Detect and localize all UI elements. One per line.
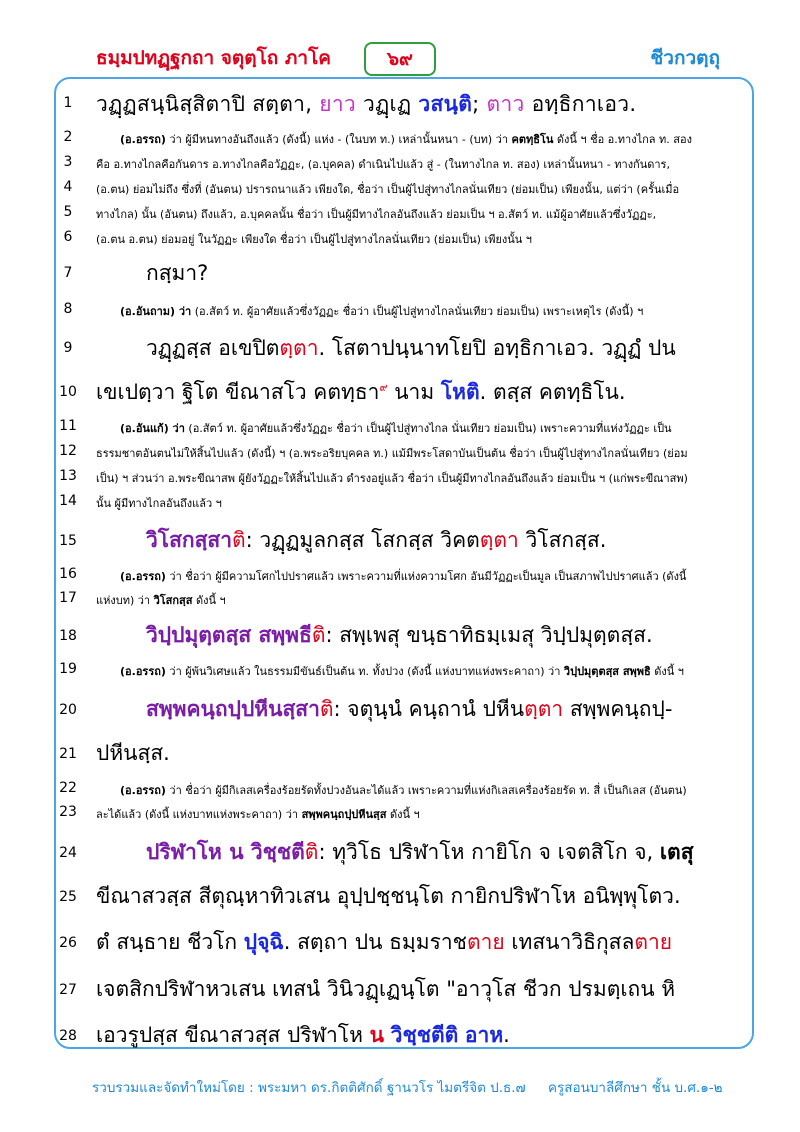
- line-number: 7: [63, 265, 73, 281]
- commentary-line-3: คือ อ.ทางไกลคือกันดาร อ.ทางไกลคือวัฏฏะ, (อ.บุคคล) ดำเนินไปแล้ว สู่ - (ในทางไกล ท. สอง) เหล่านั้นหนา - ทางกันดาร,: [96, 158, 670, 171]
- line-number: 17: [59, 590, 77, 606]
- line-number: 21: [59, 746, 77, 762]
- line-number: 4: [63, 179, 73, 195]
- line-number: 10: [59, 384, 77, 400]
- line-number: 20: [59, 702, 77, 718]
- pali-line-10: เขเปตฺวา ฐิโต ขีณาสโว คตทฺธา$^๙$ นาม โหติ. ตสฺส คตทฺธิโน.: [96, 380, 626, 404]
- pali-line-21: ปหีนสฺส.: [96, 741, 170, 765]
- section-title: ชีวกวตฺถุ: [650, 47, 720, 69]
- commentary-line-14: นั้น ผู้มีทางไกลอันถึงแล้ว ฯ: [96, 497, 222, 510]
- line-number: 16: [59, 566, 77, 582]
- pali-line-7: กสฺมา?: [146, 261, 209, 285]
- line-number: 25: [59, 889, 77, 905]
- pali-line-26: ตํ สนฺธาย ชีวโก ปุจฺฉิ. สตฺถา ปน ธมฺมราชตาย เทสนาวิธิกุสลตาย: [96, 930, 673, 954]
- pali-line-24: ปริฬาโห น วิชฺชตีติ: ทุวิโธ ปริฬาโห กายิโก จ เจตสิโก จ, เตสุ: [146, 840, 694, 864]
- line-number: 19: [59, 661, 77, 677]
- line-number: 2: [63, 129, 73, 145]
- commentary-line-2: (อ.อรรถ) ว่า ผู้มีหนทางอันถึงแล้ว (ดังนี้) แห่ง - (ในบท ท.) เหล่านั้นหนา - (บท) ว่า คตทฺธิโน ดังนี้ ฯ ชื่อ อ.ทางไกล ท. สอง: [120, 133, 692, 146]
- pali-line-18: วิปฺปมุตฺตสฺส สพฺพธีติ: สพฺเพสุ ขนฺธาทิธมฺเมสุ วิปฺปมุตฺตสฺส.: [146, 623, 653, 647]
- line-number: 28: [59, 1028, 77, 1044]
- line-number: 18: [59, 628, 77, 644]
- commentary-line-22: (อ.อรรถ) ว่า ชื่อว่า ผู้มีกิเลสเครื่องร้อยรัดทั้งปวงอันละได้แล้ว เพราะความที่แห่งกิเลสเครื่องร้อยรัด ท. สี่ เป็นกิเลส (อันตน): [120, 784, 687, 797]
- line-number: 27: [59, 982, 77, 998]
- commentary-line-23: ละได้แล้ว (ดังนี้ แห่งบาทแห่งพระคาถา) ว่า สพฺพคนฺถปฺปหีนสฺส ดังนี้ ฯ: [96, 808, 420, 821]
- page-number-badge: ๖๙: [364, 42, 436, 76]
- line-number: 22: [59, 780, 77, 796]
- line-number: 24: [59, 845, 77, 861]
- commentary-line-17: แห่งบท) ว่า วิโสกสฺส ดังนี้ ฯ: [96, 594, 226, 607]
- commentary-line-6: (อ.ตน อ.ตน) ย่อมอยู่ ในวัฏฏะ เพียงใด ชื่อว่า เป็นผู้ไปสู่ทางไกลนั่นเทียว (ย่อมเป็น) เพียงนั้น ฯ: [96, 233, 532, 246]
- pali-line-9: วฏฺฏสฺส อเขปิตตฺตา. โสตาปนฺนาทโยปิ อทฺธิกาเอว. วฏฺฏํ ปน: [146, 336, 676, 360]
- commentary-line-13: เป็น) ฯ ส่วนว่า อ.พระขีณาสพ ผู้ยังวัฏฏะให้สิ้นไปแล้ว ดำรงอยู่แล้ว ชื่อว่า เป็นผู้มีทางไกลอันถึงแล้ว ย่อมเป็น ฯ (แก่พระขีณาสพ): [96, 472, 688, 485]
- footer-teacher: ครูสอนบาลีศึกษา ชั้น บ.ศ.๑-๒: [548, 1080, 723, 1096]
- line-number: 23: [59, 804, 77, 820]
- commentary-line-4: (อ.ตน) ย่อมไม่ถึง ซึ่งที่ (อันตน) ปรารถนาแล้ว เพียงใด, ชื่อว่า เป็นผู้ไปสู่ทางไกลนั่นเทียว (ย่อมเป็น) เพียงนั้น, แต่ว่า (ครั้นเมื่อ: [96, 183, 680, 196]
- commentary-line-16: (อ.อรรถ) ว่า ชื่อว่า ผู้มีความโศกไปปราศแล้ว เพราะความที่แห่งความโศก อันมีวัฏฏะเป็นมูล เป็นสภาพไปปราศแล้ว (ดังนี้: [120, 570, 687, 583]
- footer-compiler: รวบรวมและจัดทำใหม่โดย : พระมหา ดร.กิตติศักดิ์ ฐานวโร ไมตรีจิต ป.ธ.๗: [92, 1080, 526, 1096]
- line-number: 9: [63, 340, 73, 356]
- pali-line-28: เอวรูปสฺส ขีณาสวสฺส ปริฬาโห น วิชฺชตีติ อาห.: [96, 1023, 510, 1047]
- commentary-line-11: (อ.อันแก้) ว่า (อ.สัตว์ ท. ผู้อาศัยแล้วซึ่งวัฏฏะ ชื่อว่า เป็นผู้ไปสู่ทางไกล นั่นเทียว ย่อมเป็น) เพราะความที่แห่งวัฏฏะ เป็น: [120, 422, 672, 435]
- commentary-line-12: ธรรมชาตอันตนไม่ให้สิ้นไปแล้ว (ดังนี้) ฯ (อ.พระอริยบุคคล ท.) แม้มีพระโสดาบันเป็นต้น ชื่อว่า เป็นผู้ไปสู่ทางไกลนั่นเทียว (ย่อม: [96, 447, 688, 460]
- line-number: 13: [59, 468, 77, 484]
- line-number: 11: [59, 418, 77, 434]
- line-number: 5: [63, 204, 73, 220]
- line-number: 8: [63, 301, 73, 317]
- line-number: 12: [59, 443, 77, 459]
- commentary-line-5: ทางไกล) นั้น (อันตน) ถึงแล้ว, อ.บุคคลนั้น ชื่อว่า เป็นผู้มีทางไกลอันถึงแล้ว ย่อมเป็น ฯ อ.สัตว์ ท. แม้ผู้อาศัยแล้วซึ่งวัฏฏะ,: [96, 208, 657, 221]
- line-number: 15: [59, 533, 77, 549]
- line-number: 1: [63, 95, 73, 111]
- pali-line-25: ขีณาสวสฺส สีตุณฺหาทิวเสน อุปฺปชฺชนฺโต กายิกปริฬาโห อนิพฺพุโตว.: [96, 884, 681, 908]
- line-number: 3: [63, 154, 73, 170]
- pali-line-27: เจตสิกปริฬาหวเสน เทสนํ วินิวฏฺเฏนฺโต "อาวุโส ชีวก ปรมตฺเถน หิ: [96, 977, 676, 1001]
- line-number: 14: [59, 493, 77, 509]
- commentary-line-8: (อ.อันถาม) ว่า (อ.สัตว์ ท. ผู้อาศัยแล้วซึ่งวัฏฏะ ชื่อว่า เป็นผู้ไปสู่ทางไกลนั่นเทียว ย่อมเป็น) เพราะเหตุไร (ดังนี้) ฯ: [120, 305, 644, 318]
- line-number: 6: [63, 229, 73, 245]
- line-number: 26: [59, 935, 77, 951]
- commentary-line-19: (อ.อรรถ) ว่า ผู้พ้นวิเศษแล้ว ในธรรมมีขันธ์เป็นต้น ท. ทั้งปวง (ดังนี้ แห่งบาทแห่งพระคาถา) ว่า วิปฺปมุตฺตสฺส สพฺพธิ ดังนี้ ฯ: [120, 665, 684, 678]
- pali-line-15: วิโสกสฺสาติ: วฏฺฏมูลกสฺส โสกสฺส วิคตตฺตา วิโสกสฺส.: [146, 528, 607, 552]
- pali-line-1: วฏฺฏสนฺนิสฺสิตาปิ สตฺตา, ยาว วฏฺเฏ วสนฺติ; ตาว อทฺธิกาเอว.: [96, 92, 637, 116]
- pali-line-20: สพฺพคนฺถปฺปหีนสฺสาติ: จตุนฺนํ คนฺถานํ ปหีนตฺตา สพฺพคนฺถปฺ-: [146, 697, 673, 721]
- document-title: ธมฺมปทฏฺฐกถา จตุตฺโถ ภาโค: [96, 47, 332, 69]
